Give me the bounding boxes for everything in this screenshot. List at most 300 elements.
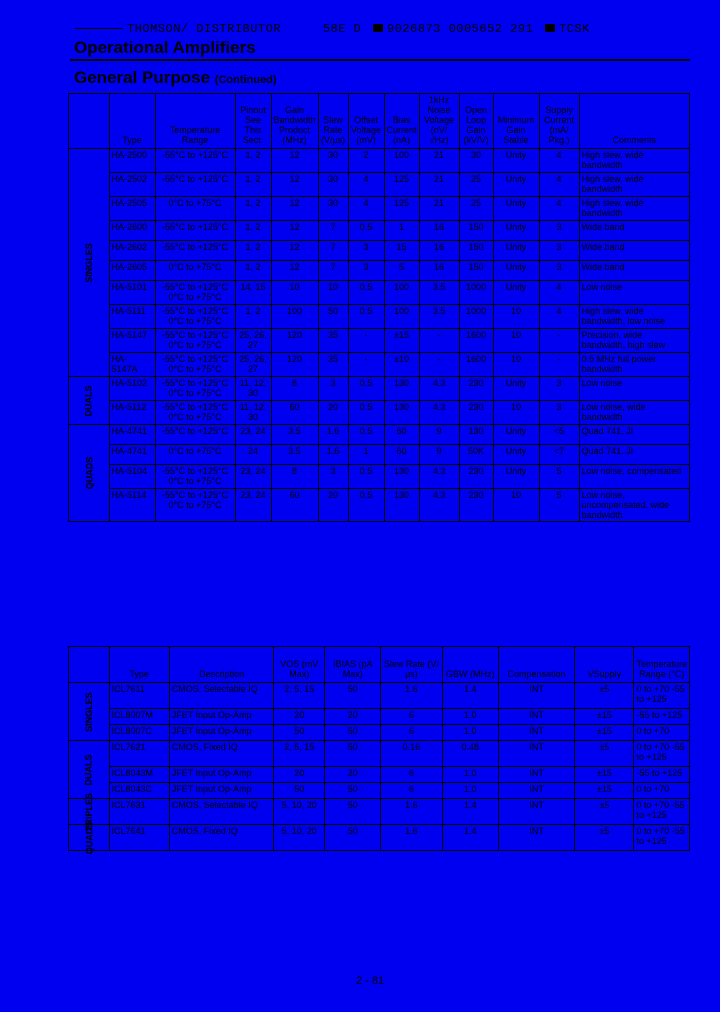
group-label-text: DUALS [83, 754, 94, 785]
table-cell: 1, 2 [235, 149, 271, 173]
part-number: HA-5147 [109, 329, 155, 353]
stamp-code-prefix: 58E D [322, 22, 362, 36]
table-row [69, 377, 690, 401]
table-cell: 3 [539, 241, 579, 261]
table-cell: 4 [348, 173, 384, 197]
table-cell: High slew, wide bandwidth [579, 173, 689, 197]
table-cell: 6 [381, 725, 442, 741]
table-cell: 25 [459, 173, 493, 197]
table-row [69, 767, 690, 783]
table-cell: -55°C to +125°C [155, 173, 235, 197]
column-header: Description [169, 647, 274, 683]
table-cell: 9 [419, 445, 459, 465]
table-cell: 1600 [459, 329, 493, 353]
table-cell: CMOS, Selectable IQ [169, 683, 274, 709]
table-cell: 3 [318, 465, 348, 489]
column-header: Compensation [498, 647, 574, 683]
table-cell: Low noise [579, 281, 689, 305]
column-header: Bias Current (nA) [384, 94, 419, 149]
table-cell: 25, 26, 27 [235, 353, 271, 377]
table-cell: <5 [539, 425, 579, 445]
table-cell: 10 [493, 489, 539, 522]
table-cell: INT [498, 709, 574, 725]
table-cell: JFET Input Op-Amp [169, 783, 274, 799]
table-cell: 1.6 [318, 445, 348, 465]
part-number: HA-2605 [109, 261, 155, 281]
table-cell: 100 [384, 149, 419, 173]
table-cell: 3.5 [271, 425, 318, 445]
table-cell: 5, 10, 20 [274, 799, 325, 825]
table-cell: 5 [539, 465, 579, 489]
table-cell: 9 [419, 425, 459, 445]
column-header: GBW (MHz) [442, 647, 498, 683]
table-cell: 24 [235, 445, 271, 465]
table-row [69, 401, 690, 425]
table-cell: 0.16 [381, 741, 442, 767]
table-cell: INT [498, 741, 574, 767]
table-row [69, 197, 690, 221]
table-cell: 23, 24 [235, 425, 271, 445]
column-header: Type [109, 94, 155, 149]
table-cell: -55°C to +125°C 0°C to +75°C [155, 329, 235, 353]
table-cell: 23, 24 [235, 489, 271, 522]
part-number: HA-2602 [109, 241, 155, 261]
group-label [69, 741, 110, 799]
table-cell: 230 [459, 377, 493, 401]
table-row [69, 149, 690, 173]
part-number: HA-2500 [109, 149, 155, 173]
table-cell: 4.3 [419, 377, 459, 401]
table-cell: 4 [539, 281, 579, 305]
table-cell: 0.5 [348, 281, 384, 305]
table-cell: 100 [271, 305, 318, 329]
table-cell: 1.6 [381, 683, 442, 709]
table-row [69, 281, 690, 305]
table-row [69, 683, 690, 709]
table-cell: 1, 2 [235, 241, 271, 261]
table-cell: -55 to +125 [634, 709, 690, 725]
group-label [69, 377, 110, 425]
table-cell: 125 [384, 173, 419, 197]
title-divider [70, 59, 690, 61]
table-row [69, 353, 690, 377]
table-cell: 150 [459, 261, 493, 281]
table-cell: 16 [419, 241, 459, 261]
part-number: ICL8043C [109, 783, 169, 799]
table-cell: 4.3 [419, 465, 459, 489]
table-cell: 0 to +70 -55 to +125 [634, 825, 690, 851]
table-cell: 50 [274, 783, 325, 799]
group-header-blank [69, 647, 110, 683]
table-cell: 23, 24 [235, 465, 271, 489]
group-label-text: TRIPLES [83, 792, 94, 831]
table-cell: 50 [325, 741, 381, 767]
table-cell: Unity [493, 221, 539, 241]
table-cell: 12 [271, 197, 318, 221]
table-cell: Low noise, wide bandwidth [579, 401, 689, 425]
table-cell: Unity [493, 241, 539, 261]
part-number: HA-5101 [109, 281, 155, 305]
table-cell: 30 [459, 149, 493, 173]
table-cell: 0.5 [348, 489, 384, 522]
table-cell: 5 [539, 489, 579, 522]
table-cell: 12 [271, 173, 318, 197]
column-header: Slew Rate (V/µs) [381, 647, 442, 683]
table-cell: Wide band [579, 261, 689, 281]
table-cell: 0.5 [348, 401, 384, 425]
table-row [69, 465, 690, 489]
group-label-text: SINGLES [83, 691, 94, 732]
table-cell: 3 [539, 401, 579, 425]
table-cell: 12 [271, 149, 318, 173]
table-cell: ±5 [575, 799, 634, 825]
table-cell: 7 [318, 241, 348, 261]
table-row [69, 241, 690, 261]
table-cell: -55°C to +125°C 0°C to +75°C [155, 401, 235, 425]
table-cell: 4 [348, 197, 384, 221]
table-cell: 1.0 [442, 767, 498, 783]
table-cell: -55°C to +125°C 0°C to +75°C [155, 353, 235, 377]
table-cell: - [419, 329, 459, 353]
table-cell: 1.4 [442, 825, 498, 851]
table-cell: CMOS, Fixed IQ [169, 741, 274, 767]
table-cell: Low noise, compensated [579, 465, 689, 489]
table-cell: Low noise, uncompensated, wide bandwidth [579, 489, 689, 522]
table-cell: ±15 [575, 767, 634, 783]
table-cell: 1, 2 [235, 305, 271, 329]
part-number: HA-2502 [109, 173, 155, 197]
bipolar-opamp-table [68, 93, 690, 522]
header-stamp [75, 22, 590, 36]
column-header: Comments [579, 94, 689, 149]
table-cell: 0 to +70 -55 to +125 [634, 741, 690, 767]
table-cell: 50K [459, 445, 493, 465]
table-cell: Unity [493, 425, 539, 445]
table-cell: 0°C to +75°C [155, 445, 235, 465]
section-title [74, 68, 277, 88]
table-cell: 100 [384, 305, 419, 329]
table-cell: 10 [493, 353, 539, 377]
section-name: General Purpose [74, 68, 211, 87]
table-cell: 6 [381, 767, 442, 783]
table-row [69, 725, 690, 741]
table-cell: 2 [348, 149, 384, 173]
table-cell: 1600 [459, 353, 493, 377]
table-cell: 0.5 [348, 425, 384, 445]
table-cell: 3 [539, 221, 579, 241]
table-cell: Unity [493, 197, 539, 221]
stamp-suffix: TCSK [558, 22, 590, 36]
table-cell: 50 [325, 825, 381, 851]
table-cell: 0.5 [348, 221, 384, 241]
stamp-block-icon [373, 24, 383, 32]
table-cell: 50 [274, 725, 325, 741]
table-cell: 10 [493, 401, 539, 425]
table-cell: -55°C to +125°C 0°C to +75°C [155, 305, 235, 329]
column-header: Open Loop Gain (kV/V) [459, 94, 493, 149]
table-cell: ±10 [384, 353, 419, 377]
table-cell: 125 [384, 197, 419, 221]
part-number: HA-5102 [109, 377, 155, 401]
group-label-text: QUADS [83, 821, 94, 854]
table-cell: 10 [271, 281, 318, 305]
table-cell: 3 [348, 241, 384, 261]
table-row [69, 799, 690, 825]
table-cell: 130 [384, 377, 419, 401]
table-cell: 0°C to +75°C [155, 261, 235, 281]
part-number: ICL8007M [109, 709, 169, 725]
page-number: 2 - 81 [356, 975, 385, 987]
table-cell: 3 [318, 377, 348, 401]
table-cell: 8 [271, 465, 318, 489]
table-cell: 4 [539, 197, 579, 221]
table-cell: -55 to +125 [634, 767, 690, 783]
table-cell: 230 [459, 465, 493, 489]
table-cell: 20 [318, 489, 348, 522]
table-cell: 130 [459, 425, 493, 445]
group-label-text: DUALS [83, 385, 94, 416]
table-cell: 14, 15 [235, 281, 271, 305]
table-cell: 130 [384, 401, 419, 425]
table-cell: INT [498, 683, 574, 709]
table-cell: 10 [493, 329, 539, 353]
part-number: HA-2600 [109, 221, 155, 241]
table-cell: 0.5 MHz full power bandwidth [579, 353, 689, 377]
table-cell: ±15 [575, 709, 634, 725]
table-cell: 7 [318, 221, 348, 241]
stamp-rule [75, 28, 123, 29]
table-cell: ±5 [575, 825, 634, 851]
section-note: (Continued) [214, 74, 277, 86]
table-cell: 30 [318, 197, 348, 221]
table-cell: 1.6 [381, 825, 442, 851]
table-cell: 130 [384, 489, 419, 522]
table-cell: 10 [318, 281, 348, 305]
table-cell: 15 [384, 241, 419, 261]
part-number: HA-4741 [109, 425, 155, 445]
table-cell: - [419, 353, 459, 377]
table-row [69, 425, 690, 445]
table-cell: 20 [325, 709, 381, 725]
column-header: Supply Current (mA/ Pkg.) [539, 94, 579, 149]
table-cell: INT [498, 767, 574, 783]
table-cell: <7 [539, 445, 579, 465]
group-label-text: SINGLES [83, 242, 94, 283]
page-title: Operational Amplifiers [74, 38, 256, 57]
table-cell: 3.5 [271, 445, 318, 465]
table-cell: 5 [384, 261, 419, 281]
table-cell: 2, 5, 15 [274, 741, 325, 767]
table-cell: 230 [459, 489, 493, 522]
table-cell: -55°C to +125°C [155, 221, 235, 241]
table-row [69, 173, 690, 197]
table-row [69, 783, 690, 799]
table-cell: Unity [493, 281, 539, 305]
table-cell: 60 [384, 445, 419, 465]
column-header: Temperature Range (°C) [634, 647, 690, 683]
table-cell: 1 [384, 221, 419, 241]
table-cell: 150 [459, 241, 493, 261]
table-cell: 0.48 [442, 741, 498, 767]
table-cell: 50 [325, 799, 381, 825]
table-cell: 11, 12, 30 [235, 377, 271, 401]
table-cell: 1.4 [442, 683, 498, 709]
table-cell: High slew, wide bandwidth [579, 149, 689, 173]
column-header: VOS (mV Max) [274, 647, 325, 683]
table-cell: ±15 [575, 783, 634, 799]
table-cell: ±5 [575, 683, 634, 709]
stamp-distributor: THOMSON/ DISTRIBUTOR [127, 22, 282, 36]
column-header: Gain Bandwidth Product (MHz) [271, 94, 318, 149]
table-row [69, 825, 690, 851]
table-cell: Unity [493, 465, 539, 489]
part-number: HA-5104 [109, 465, 155, 489]
table-cell: 0 to +70 -55 to +125 [634, 683, 690, 709]
table-cell: 120 [271, 329, 318, 353]
column-header: Type [109, 647, 169, 683]
group-label [69, 821, 110, 854]
table-row [69, 261, 690, 281]
table-row [69, 329, 690, 353]
table-cell: 1, 2 [235, 197, 271, 221]
table-cell: 0 to +70 -55 to +125 [634, 799, 690, 825]
table-cell: INT [498, 725, 574, 741]
table-cell: Wide band [579, 221, 689, 241]
table-cell: 20 [274, 767, 325, 783]
table-cell: 21 [419, 197, 459, 221]
table-cell: -55°C to +125°C 0°C to +75°C [155, 281, 235, 305]
table-cell: 20 [325, 767, 381, 783]
table-cell: INT [498, 799, 574, 825]
table-cell: INT [498, 783, 574, 799]
table-row [69, 305, 690, 329]
table-cell: 4.3 [419, 489, 459, 522]
table-cell: 230 [459, 401, 493, 425]
table-cell: 3.5 [419, 305, 459, 329]
table-cell: High slew, wide bandwidth, low noise [579, 305, 689, 329]
part-number: ICL8043M [109, 767, 169, 783]
table-cell: Unity [493, 377, 539, 401]
table-cell: 3 [348, 261, 384, 281]
stamp-code: 9026873 0005652 291 [386, 22, 534, 36]
table-cell: 21 [419, 173, 459, 197]
table-cell: High slew, wide bandwidth [579, 197, 689, 221]
table-cell: 1, 2 [235, 261, 271, 281]
table-cell: 60 [384, 425, 419, 445]
table-cell: - [348, 353, 384, 377]
table-cell: 0.5 [348, 465, 384, 489]
table-cell: CMOS, Fixed IQ [169, 825, 274, 851]
table-cell: 10 [493, 305, 539, 329]
group-label-text: QUADS [83, 456, 94, 490]
part-number: ICL7621 [109, 741, 169, 767]
table-cell: 30 [318, 173, 348, 197]
table-cell: -55°C to +125°C [155, 241, 235, 261]
part-number: HA-5111 [109, 305, 155, 329]
table-cell: 0.5 [348, 305, 384, 329]
table-cell: 20 [274, 709, 325, 725]
table-cell: 60 [271, 401, 318, 425]
table-cell: 4.3 [419, 401, 459, 425]
table-cell: -55°C to +125°C [155, 149, 235, 173]
part-number: ICL7611 [109, 683, 169, 709]
table-cell: Unity [493, 149, 539, 173]
table-cell: 0 to +70 [634, 725, 690, 741]
column-header: Slew Rate (V/µs) [318, 94, 348, 149]
table-cell: 50 [325, 783, 381, 799]
group-header-blank [69, 94, 110, 149]
part-number: ICL7641 [109, 825, 169, 851]
table-cell: 11, 12, 30 [235, 401, 271, 425]
table-cell: 12 [271, 221, 318, 241]
table-cell: 1, 2 [235, 173, 271, 197]
table-row [69, 221, 690, 241]
table-row [69, 741, 690, 767]
table-cell: 7 [318, 261, 348, 281]
table-cell: CMOS, Selectable IQ [169, 799, 274, 825]
table-cell: -55°C to +125°C 0°C to +75°C [155, 489, 235, 522]
table-cell: 1000 [459, 281, 493, 305]
table-cell: 1.4 [442, 799, 498, 825]
table-cell: 16 [419, 261, 459, 281]
table-cell: Low noise [579, 377, 689, 401]
table-cell: 21 [419, 149, 459, 173]
column-header: VSupply [575, 647, 634, 683]
table-row [69, 489, 690, 522]
column-header: Pinout See This Sect. [235, 94, 271, 149]
table-cell: Precision, wide bandwidth, high slew [579, 329, 689, 353]
group-label [69, 683, 110, 741]
part-number: HA-2505 [109, 197, 155, 221]
table-cell: 1.0 [442, 725, 498, 741]
table-cell: 130 [384, 465, 419, 489]
table-cell: Wide band [579, 241, 689, 261]
part-number: ICL8007C [109, 725, 169, 741]
column-header: Temperature Range [155, 94, 235, 149]
table-cell: 5, 10, 20 [274, 825, 325, 851]
table-cell: 4 [539, 173, 579, 197]
table-cell: 12 [271, 261, 318, 281]
table-cell: 6 [381, 783, 442, 799]
table-cell: Unity [493, 261, 539, 281]
column-header: Minimum Gain Stable [493, 94, 539, 149]
table-cell: 16 [419, 221, 459, 241]
table-cell: Quad 741, JI [579, 425, 689, 445]
table-cell: 0°C to +75°C [155, 197, 235, 221]
table-cell: 35 [318, 353, 348, 377]
table-cell: INT [498, 825, 574, 851]
table-cell: 1.6 [318, 425, 348, 445]
table-cell: JFET Input Op-Amp [169, 767, 274, 783]
table-cell: 25, 26, 27 [235, 329, 271, 353]
table-cell: 1.6 [381, 799, 442, 825]
table-cell: 20 [318, 401, 348, 425]
table-cell: 12 [271, 241, 318, 261]
table-cell: 4 [539, 149, 579, 173]
table-cell: 50 [318, 305, 348, 329]
table-cell: 1000 [459, 305, 493, 329]
table-cell: Unity [493, 173, 539, 197]
group-label [69, 425, 110, 522]
table-cell: Quad 741, JI [579, 445, 689, 465]
table-cell: - [539, 353, 579, 377]
table-cell: 150 [459, 221, 493, 241]
stamp-block-icon [545, 24, 555, 32]
table-cell: 1.0 [442, 709, 498, 725]
table-cell: 1 [348, 445, 384, 465]
table-cell: 6 [381, 709, 442, 725]
column-header: 1kHz Noise Voltage (nV/√Hz) [419, 94, 459, 149]
